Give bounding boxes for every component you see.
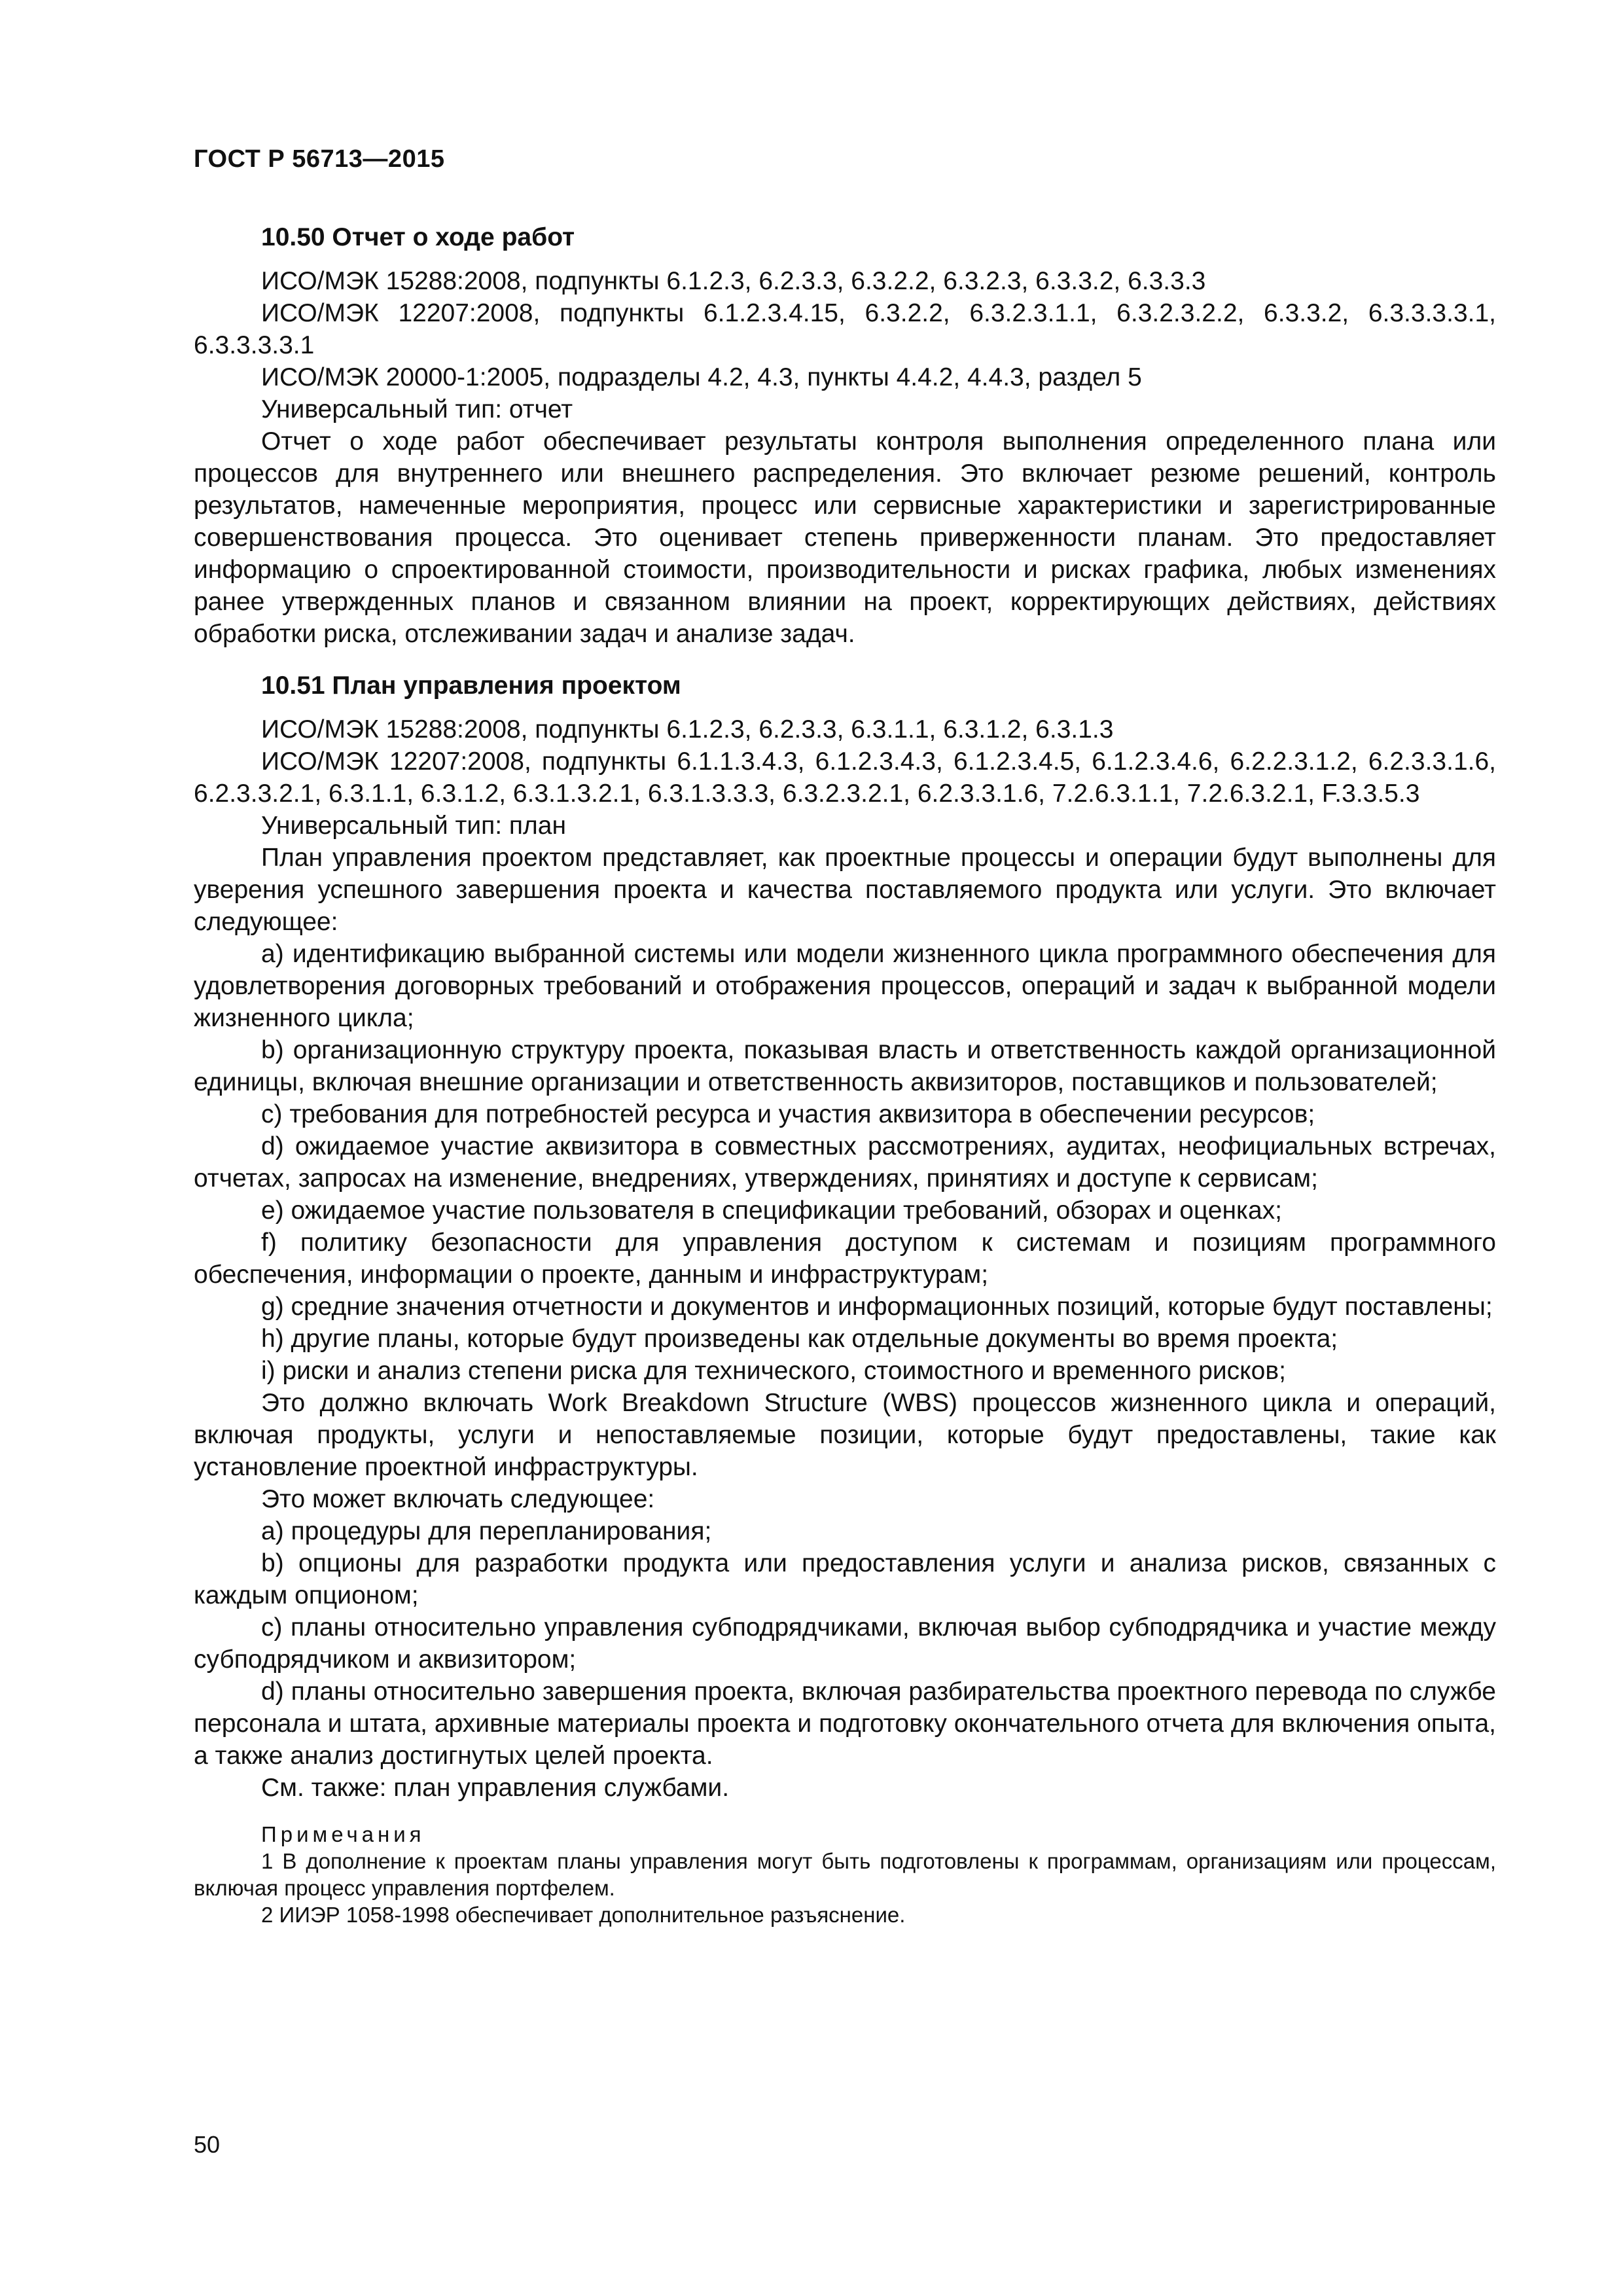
list-item: f) политику безопасности для управления доступом к системам и позициям программного обеспечения, информации о проекте, данным и инфраструктурам; bbox=[194, 1229, 1496, 1289]
page-content bbox=[194, 221, 1496, 1928]
page-number: 50 bbox=[194, 2131, 221, 2158]
description-paragraph: План управления проектом представляет, как проектные процессы и операции будут выполнены для уверения успешного завершения проекта и качества поставляемого продукта или услуги. Это включает следующее: bbox=[194, 844, 1496, 936]
list-item: а) идентификацию выбранной системы или модели жизненного цикла программного обеспечения для удовлетворения договорных требований и отображения процессов, операций и задач к выбранной модели жизненного цикла; bbox=[194, 940, 1496, 1032]
type-line: Универсальный тип: план bbox=[261, 812, 567, 840]
note-item: 1 В дополнение к проектам планы управления могут быть подготовлены к программам, организациям или процессам, включая процесс управления портфелем. bbox=[194, 1849, 1496, 1900]
reference-line: ИСО/МЭК 12207:2008, подпункты 6.1.1.3.4.3, 6.1.2.3.4.3, 6.1.2.3.4.5, 6.1.2.3.4.6, 6.2.2.3.1.2, 6.2.3.3.1.6, 6.2.3.3.2.1, 6.3.1.1, 6.3.1.2, 6.3.1.3.2.1, 6.3.1.3.3.3, 6.3.2.3.2.1, 6.2.3.3.1.6, 7.2.6.3.1.1, 7.2.6.3.2.1, F.3.3.5.3 bbox=[194, 747, 1496, 808]
reference-line: ИСО/МЭК 15288:2008, подпункты 6.1.2.3, 6.2.3.3, 6.3.1.1, 6.3.1.2, 6.3.1.3 bbox=[261, 715, 1114, 744]
list-item: d) планы относительно завершения проекта, включая разбирательства проектного перевода по службе персонала и штата, архивные материалы проекта и подготовку окончательного отчета для включения опыта, а также анализ достигнутых целей проекта. bbox=[194, 1677, 1496, 1770]
list-item: а) процедуры для перепланирования; bbox=[261, 1517, 712, 1545]
list-item: h) другие планы, которые будут произведены как отдельные документы во время проекта; bbox=[261, 1325, 1338, 1353]
description-paragraph: Это должно включать Work Breakdown Structure (WBS) процессов жизненного цикла и операций, включая продукты, услуги и непоставляемые позиции, которые будут предоставлены, такие как установление проектной инфраструктуры. bbox=[194, 1389, 1496, 1481]
list-item: b) опционы для разработки продукта или предоставления услуги и анализа рисков, связанных с каждым опционом; bbox=[194, 1549, 1496, 1609]
reference-line: ИСО/МЭК 12207:2008, подпункты 6.1.2.3.4.15, 6.3.2.2, 6.3.2.3.1.1, 6.3.2.3.2.2, 6.3.3.2, 6.3.3.3.3.1, 6.3.3.3.3.1 bbox=[194, 299, 1496, 359]
reference-line: ИСО/МЭК 20000-1:2005, подразделы 4.2, 4.3, пункты 4.4.2, 4.4.3, раздел 5 bbox=[261, 363, 1142, 391]
reference-line: ИСО/МЭК 15288:2008, подпункты 6.1.2.3, 6.2.3.3, 6.3.2.2, 6.3.2.3, 6.3.3.2, 6.3.3.3 bbox=[261, 267, 1206, 295]
description-paragraph: Отчет о ходе работ обеспечивает результаты контроля выполнения определенного плана или процессов для внутреннего или внешнего распределения. Это включает резюме решений, контроль результатов, намеченные мероприятия, процесс или сервисные характеристики и зарегистрированные совершенствования процесса. Это оценивает степень приверженности планам. Это предоставляет информацию о спроектированной стоимости, производительности и рисках графика, любых изменениях ранее утвержденных планов и связанном влиянии на проект, корректирующих действиях, действиях обработки риска, отслеживании задач и анализе задач. bbox=[194, 427, 1496, 648]
section-10-51-body bbox=[194, 713, 1496, 1804]
section-heading-10-51: 10.51 План управления проектом bbox=[261, 672, 681, 700]
list-item: с) планы относительно управления субподрядчиками, включая выбор субподрядчика и участие между субподрядчиком и аквизитором; bbox=[194, 1613, 1496, 1674]
list-item: i) риски и анализ степени риска для технического, стоимостного и временного рисков; bbox=[261, 1357, 1286, 1385]
section-10-50-body bbox=[194, 265, 1496, 650]
document-id: ГОСТ Р 56713—2015 bbox=[194, 145, 445, 173]
list-item: g) средние значения отчетности и документов и информационных позиций, которые будут поставлены; bbox=[261, 1293, 1493, 1321]
notes-title: Примечания bbox=[261, 1822, 425, 1846]
list-item: d) ожидаемое участие аквизитора в совместных рассмотрениях, аудитах, неофициальных встречах, отчетах, запросах на изменение, внедрениях, утверждениях, принятиях и доступе к сервисам; bbox=[194, 1132, 1496, 1193]
description-paragraph: Это может включать следующее: bbox=[261, 1485, 655, 1513]
section-heading-10-50: 10.50 Отчет о ходе работ bbox=[261, 223, 575, 251]
type-line: Универсальный тип: отчет bbox=[261, 395, 573, 423]
see-also-line: См. также: план управления службами. bbox=[261, 1774, 730, 1802]
list-item: b) организационную структуру проекта, показывая власть и ответственность каждой организационной единицы, включая внешние организации и ответственность аквизиторов, поставщиков и пользователей; bbox=[194, 1036, 1496, 1096]
notes-block bbox=[194, 1821, 1496, 1928]
note-item: 2 ИИЭР 1058-1998 обеспечивает дополнительное разъяснение. bbox=[261, 1903, 906, 1927]
list-item: е) ожидаемое участие пользователя в спецификации требований, обзорах и оценках; bbox=[261, 1196, 1282, 1225]
list-item: с) требования для потребностей ресурса и участия аквизитора в обеспечении ресурсов; bbox=[261, 1100, 1315, 1128]
